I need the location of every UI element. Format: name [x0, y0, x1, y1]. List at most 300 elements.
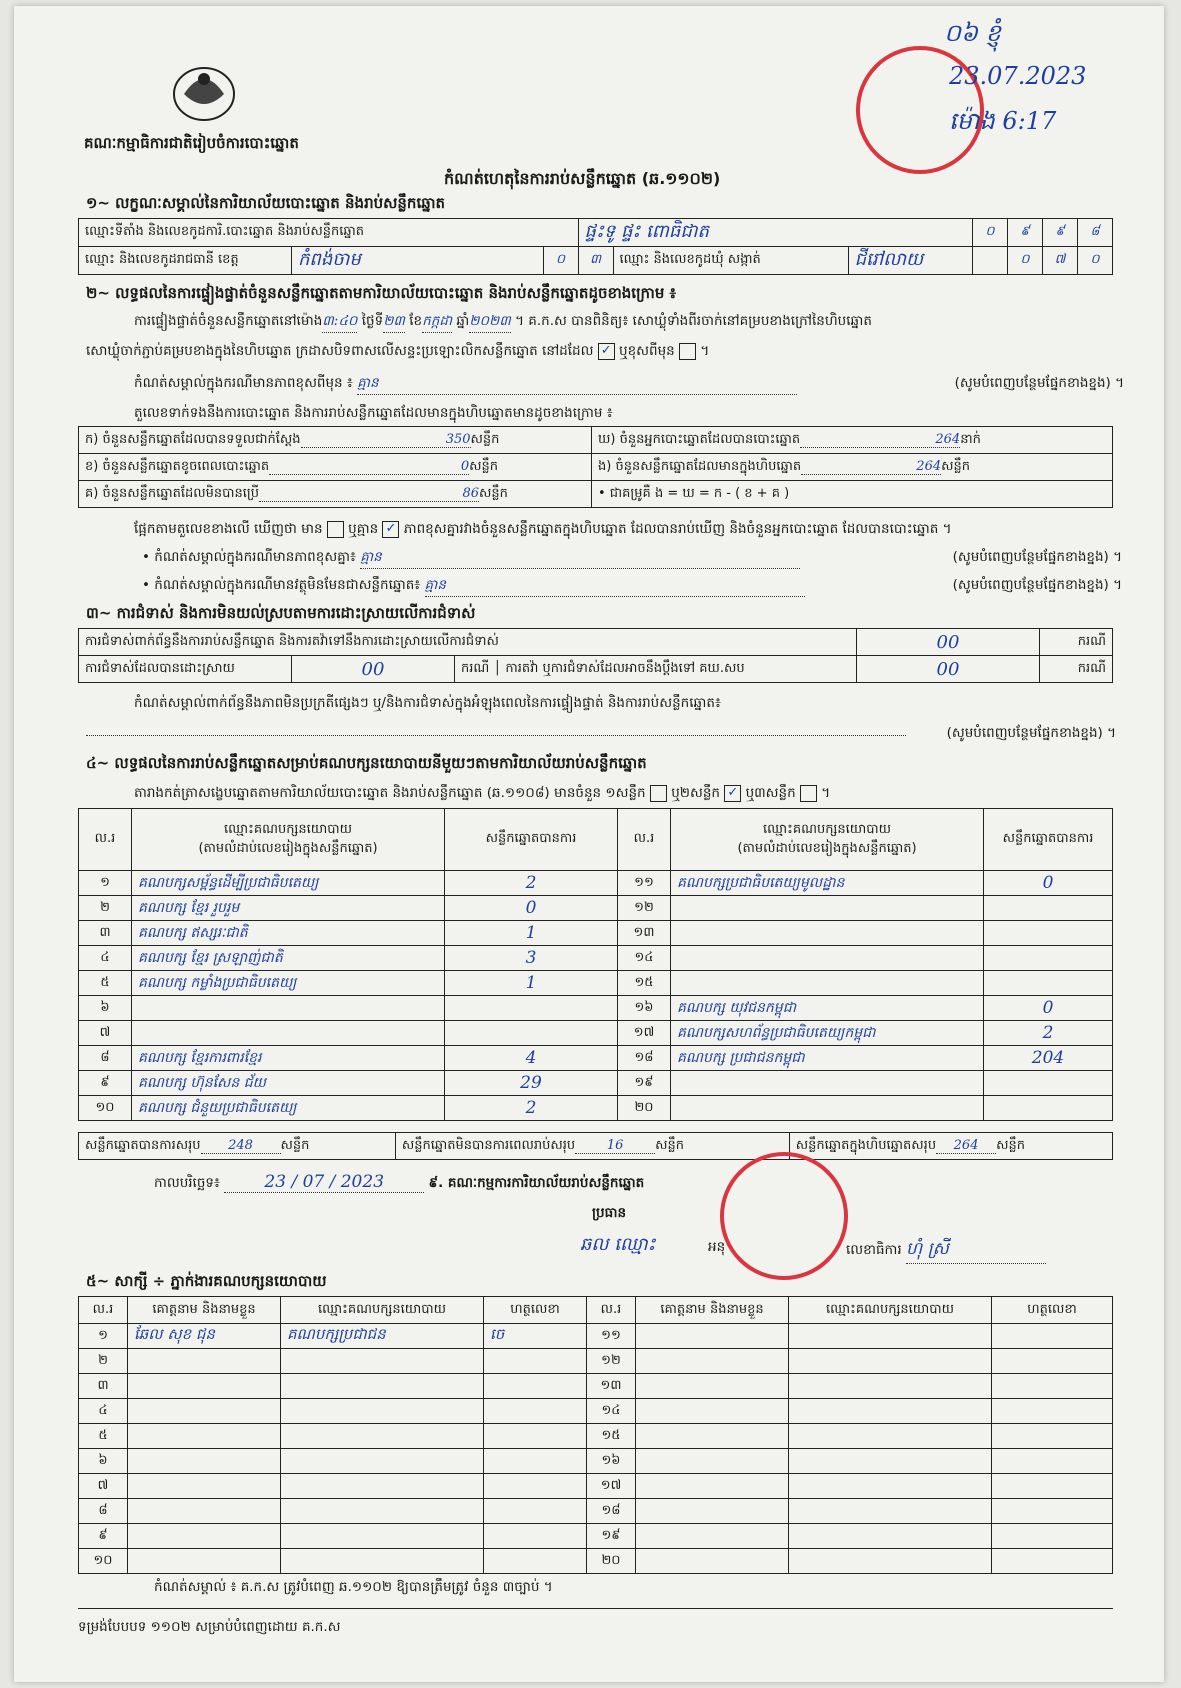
s4-chair-label: ប្រធាន	[592, 1205, 627, 1221]
table-row	[79, 1524, 1113, 1549]
s5-row-no: ១៤	[587, 1399, 636, 1424]
s4-committee-label: ៩. គណៈកម្មការការិយាល័យរាប់សន្លឹកឆ្នោត	[428, 1175, 645, 1191]
s2-note-label: កំណត់សម្គាល់ក្នុងករណីមានភាពខុសពីមុន ៖	[134, 375, 353, 391]
s5-col-no-right: ល.រ	[587, 1297, 636, 1324]
s4-row-votes: 0	[984, 996, 1113, 1021]
s5-row-sign	[484, 1399, 587, 1424]
s2-note2-value: គ្មាន	[360, 548, 800, 569]
s4-row-party: គណបក្ស ខ្មែរ រួបរួម	[132, 896, 445, 921]
s4-row-no: ១១	[618, 871, 671, 896]
s3-row2-label2-text: ការតវ៉ា ឬការជំទាស់ដែលអាចនឹងប្តឹងទៅ គឃ.សប	[505, 660, 745, 676]
s4-row-party: គណបក្ស កម្លាំងប្រជាធិបតេយ្យ	[132, 971, 445, 996]
s5-row-party	[789, 1524, 992, 1549]
s5-row-sign: ចេ	[484, 1324, 587, 1349]
s4-row-party: គណបក្ស ប្រជាជនកម្ពុជា	[671, 1046, 984, 1071]
s2-e-label: ង) ចំនួនសន្លឹកឆ្នោតដែលមានក្នុងហិបឆ្នោត	[598, 458, 802, 474]
s5-row-party	[789, 1374, 992, 1399]
s5-row-party	[789, 1449, 992, 1474]
s4-chair-sign: ឆល ឈ្មោះ	[580, 1234, 656, 1255]
s2-a-label: ក) ចំនួនសន្លឹកឆ្នោតដែលបានទទួលជាក់ស្តែង	[85, 431, 301, 447]
section1-title: ១~ លក្ខណៈសម្គាល់នៃការិយាល័យបោះឆ្នោត និងរាប់សន្លឹកឆ្នោត	[86, 194, 446, 212]
s2-e-value: 264	[801, 459, 941, 475]
s5-row-name	[128, 1399, 281, 1424]
s4-intro-3: ឬ៣សន្លឹក	[745, 785, 796, 801]
s5-col-party-left: ឈ្មោះគណបក្សនយោបាយ	[281, 1297, 484, 1324]
s4-row-votes	[984, 896, 1113, 921]
s4-row-party	[671, 1071, 984, 1096]
s5-witness-table	[78, 1296, 1113, 1574]
s5-row-sign	[992, 1524, 1113, 1549]
s4-row-votes: 204	[984, 1046, 1113, 1071]
s2-compare-1: ផ្អែកតាមតួលេខខាងលើ ឃើញថា មាន	[134, 521, 323, 537]
s5-row-no: ១០	[79, 1549, 128, 1574]
s5-row-name	[636, 1374, 789, 1399]
s2-c	[79, 481, 592, 508]
s1-row2-value: កំពង់ចាម	[292, 247, 544, 275]
s4-col-party-left-sub: (តាមលំដាប់លេខរៀងក្នុងសន្លឹកឆ្នោត)	[198, 840, 378, 856]
s4-row-no: ៣	[79, 921, 132, 946]
s5-row-sign	[484, 1349, 587, 1374]
s5-col-name-left: គោត្តនាម និងនាមខ្លួន	[128, 1297, 281, 1324]
table-row	[79, 1374, 1113, 1399]
different-checkbox[interactable]	[679, 343, 696, 360]
s1-row1-code-1: ៩	[1008, 219, 1043, 247]
s2-note-value: គ្មាន	[357, 374, 797, 395]
s4-date-line	[154, 1172, 644, 1194]
s2-note3-line	[142, 576, 1122, 597]
s2-intro-1: ការផ្ទៀងផ្ទាត់ចំនួនសន្លឹកឆ្នោតនៅម៉ោង	[134, 313, 323, 329]
s5-row-sign	[484, 1549, 587, 1574]
s4-row-party	[671, 946, 984, 971]
s5-col-party-right: ឈ្មោះគណបក្សនយោបាយ	[789, 1297, 992, 1324]
s5-row-no: ១	[79, 1324, 128, 1349]
table-row	[79, 1046, 1113, 1071]
s3-row2-unit: ករណី	[461, 660, 490, 676]
s4-total-box-value: 264	[936, 1138, 996, 1154]
s4-row-votes	[445, 996, 618, 1021]
s4-row-no: ១៤	[618, 946, 671, 971]
s5-row-name	[636, 1349, 789, 1374]
three-sheet-checkbox[interactable]	[800, 785, 817, 802]
s2-d-value: 264	[800, 432, 960, 448]
s4-row-party: គណបក្សសម្ព័ន្ធដើម្បីប្រជាធិបតេយ្យ	[132, 871, 445, 896]
s4-col-party-right-sub: (តាមលំដាប់លេខរៀងក្នុងសន្លឹកឆ្នោត)	[737, 840, 917, 856]
s5-col-name-right: គោត្តនាម និងនាមខ្លួន	[636, 1297, 789, 1324]
s5-row-name	[636, 1474, 789, 1499]
s2-d-label: ឃ) ចំនួនអ្នកបោះឆ្នោតដែលបានបោះឆ្នោត	[598, 431, 801, 447]
table-row	[79, 1549, 1113, 1574]
s5-row-sign	[992, 1349, 1113, 1374]
s4-total-box-label: សន្លឹកឆ្នោតក្នុងហិបឆ្នោតសរុប	[795, 1137, 937, 1153]
section1-table	[78, 218, 1113, 275]
s4-total-invalid-unit: សន្លឹក	[655, 1137, 685, 1153]
s3-row1-value: 00	[857, 629, 1040, 656]
s5-row-no: ១២	[587, 1349, 636, 1374]
s2-intro-month: កក្កដា	[422, 312, 452, 333]
s4-secretary-label: លេខាធិការ	[846, 1242, 902, 1258]
table-row	[79, 946, 1113, 971]
s5-row-party	[281, 1399, 484, 1424]
s5-row-no: ១៣	[587, 1374, 636, 1399]
s2-intro-line1	[134, 312, 872, 333]
s5-row-name	[128, 1374, 281, 1399]
s1-row2-code2-1: ៧	[1043, 247, 1078, 275]
s1-row1-code-3: ៨	[1078, 219, 1113, 247]
s5-row-party	[281, 1374, 484, 1399]
s5-row-name	[128, 1549, 281, 1574]
s1-row1-code-0: ០	[973, 219, 1008, 247]
table-row	[79, 921, 1113, 946]
s2-intro-2: ថ្ងៃទី	[361, 313, 384, 329]
s1-row1-value: ផ្ទះទូ ផ្ទះ ពោធិជាត	[578, 219, 972, 247]
s2-intro-time: ៣:៤០	[322, 312, 357, 333]
s5-row-no: ១៦	[587, 1449, 636, 1474]
s5-row-party	[789, 1499, 992, 1524]
s5-row-party	[281, 1524, 484, 1549]
s4-row-votes	[984, 971, 1113, 996]
s4-col-party-right	[671, 809, 984, 871]
s4-intro-1: តារាងកត់ត្រាសង្ខេបឆ្នោតតាមការិយាល័យបោះឆ្នោត និងរាប់សន្លឹកឆ្នោត (ឆ.១១០៨) មានចំនួន ១សន្លឹក	[134, 785, 646, 801]
s4-total-valid-label: សន្លឹកឆ្នោតបានការសរុប	[85, 1137, 201, 1153]
s4-row-party	[671, 971, 984, 996]
s5-row-party	[789, 1474, 992, 1499]
table-row	[79, 971, 1113, 996]
s2-compare-2: ឬគ្មាន	[348, 521, 379, 537]
table-row	[79, 996, 1113, 1021]
s4-row-no: ១	[79, 871, 132, 896]
s3-row2-unit2: ករណី	[1040, 656, 1113, 683]
table-row	[79, 1424, 1113, 1449]
s5-row-name	[128, 1474, 281, 1499]
has-difference-checkbox[interactable]	[327, 521, 344, 538]
s5-row-sign	[992, 1399, 1113, 1424]
s5-row-no: ១៨	[587, 1499, 636, 1524]
table-row	[79, 1349, 1113, 1374]
s2-numbers-intro: តួលេខទាក់ទងនឹងការបោះឆ្នោត និងការរាប់សន្លឹកឆ្នោតដែលមានក្នុងហិបឆ្នោតមានដូចខាងក្រោម ៖	[134, 405, 613, 421]
s4-intro: តារាងកត់ត្រាសង្ខេបឆ្នោតតាមការិយាល័យបោះឆ្នោត និងរាប់សន្លឹកឆ្នោត (ឆ.១១០៨) មានចំនួន ១សន្លឹក ឬ២សន្លឹក ✓ ឬ៣សន្លឹក ។	[134, 784, 831, 801]
form-paper	[14, 6, 1164, 1682]
s1-row2-label2: ឈ្មោះ និងលេខកូដឃុំ សង្កាត់	[613, 247, 848, 275]
s4-date-label: កាលបរិច្ឆេទ៖	[154, 1175, 220, 1191]
s5-row-no: ២០	[587, 1549, 636, 1574]
s2-d-unit: នាក់	[960, 431, 981, 447]
s5-row-party	[789, 1349, 992, 1374]
s5-row-name	[636, 1524, 789, 1549]
s4-row-no: ១២	[618, 896, 671, 921]
s2-note-line	[134, 374, 1124, 395]
s4-row-votes: 1	[445, 971, 618, 996]
s4-total-box	[789, 1133, 1112, 1160]
s4-total-invalid-value: 16	[575, 1138, 655, 1154]
s4-secretary-sign: ហុំ ស្រី	[906, 1238, 1046, 1264]
s4-row-no: ២	[79, 896, 132, 921]
s4-row-no: ៧	[79, 1021, 132, 1046]
s2-note3-hint: (សូមបំពេញបន្ថែមផ្នែកខាងខ្នង) ។	[952, 577, 1122, 593]
s2-fill-hint: (សូមបំពេញបន្ថែមផ្នែកខាងខ្នង) ។	[954, 375, 1124, 391]
s5-row-sign	[484, 1524, 587, 1549]
s4-row-party: គណបក្សសហព័ន្ធប្រជាធិបតេយ្យកម្ពុជា	[671, 1021, 984, 1046]
s1-row2-code-1: ៣	[578, 247, 613, 275]
s4-row-votes: 1	[445, 921, 618, 946]
s4-date-value: 23 / 07 / 2023	[224, 1172, 424, 1193]
s4-col-party-right-title: ឈ្មោះគណបក្សនយោបាយ	[763, 821, 891, 837]
s4-total-valid	[79, 1133, 396, 1160]
s2-note2-hint: (សូមបំពេញបន្ថែមផ្នែកខាងខ្នង) ។	[952, 549, 1122, 565]
s4-row-party: គណបក្ស ហ៊ុនសែន ជ័យ	[132, 1071, 445, 1096]
s5-row-sign	[992, 1474, 1113, 1499]
s4-total-invalid-label: សន្លឹកឆ្នោតមិនបានការពេលរាប់សរុប	[401, 1137, 576, 1153]
s4-results-table	[78, 808, 1113, 1121]
table-row	[79, 1399, 1113, 1424]
s1-row2-code2-2: ០	[1078, 247, 1113, 275]
s4-col-votes-left: សន្លឹកឆ្នោតបានការ	[445, 809, 618, 871]
s4-row-no: ១០	[79, 1096, 132, 1121]
s3-row2-value2: 00	[857, 656, 1040, 683]
s4-row-party	[132, 996, 445, 1021]
s5-row-sign	[484, 1449, 587, 1474]
s5-row-no: ១១	[587, 1324, 636, 1349]
s4-row-no: ១៥	[618, 971, 671, 996]
s4-row-votes: 4	[445, 1046, 618, 1071]
s5-row-name	[636, 1549, 789, 1574]
s2-formula: • ជាគម្រូគឺ ង = ឃ = ក - ( ខ + គ )	[592, 481, 1113, 508]
s1-row1-code-2: ៩	[1043, 219, 1078, 247]
s2-intro-4: ឆ្នាំ	[456, 313, 470, 329]
s2-intro-7: ឬខុសពីមុន	[619, 343, 675, 359]
s1-row1-label: ឈ្មោះទីតាំង និងលេខកូដការិ.បោះឆ្នោត និងរាប់សន្លឹកឆ្នោត	[79, 219, 579, 247]
s3-row1-label: ការជំទាស់ពាក់ព័ន្ធនឹងការរាប់សន្លឹកឆ្នោត និងការតវ៉ាទៅនឹងការដោះស្រាយលើការជំទាស់	[79, 629, 857, 656]
s4-row-votes: 2	[984, 1021, 1113, 1046]
table-row	[79, 896, 1113, 921]
s2-intro-line2: សោឃ្លុំចាក់ភ្ជាប់គម្របខាងក្នុងនៃហិបឆ្នោត ក្រដាសបិទពាសលើសន្ទះប្រឡោះលិកសន្លឹកឆ្នោត នៅដដែល ✓ ឬខុសពីមុន ។	[86, 342, 710, 359]
s5-row-sign	[992, 1499, 1113, 1524]
s5-row-party: គណបក្សប្រជាជន	[281, 1324, 484, 1349]
red-stamp-committee	[720, 1152, 848, 1280]
s4-col-party-left	[132, 809, 445, 871]
same-checkbox[interactable]: ✓	[598, 343, 615, 360]
one-sheet-checkbox[interactable]	[650, 785, 667, 802]
s4-col-no-left: ល.រ	[79, 809, 132, 871]
s2-a-value: 350	[301, 432, 471, 448]
s5-witness-body	[79, 1324, 1113, 1574]
s5-row-name	[128, 1424, 281, 1449]
table-row	[79, 1096, 1113, 1121]
s5-col-no-left: ល.រ	[79, 1297, 128, 1324]
s3-note: កំណត់សម្គាល់ពាក់ព័ន្ធនឹងភាពមិនប្រក្រតីផ្សេងៗ ឬ/និងការជំទាស់ក្នុងអំឡុងពេលនៃការផ្ទៀងផ្ទាត់ និងការរាប់សន្លឹកឆ្នោត៖	[134, 695, 721, 711]
s3-row2-label2: ករណី │ ការតវ៉ា ឬការជំទាស់ដែលអាចនឹងប្តឹងទៅ គឃ.សប	[455, 656, 857, 683]
footer-form-label: ទម្រង់បែបបទ ១១០២ សម្រាប់បំពេញដោយ គ.ក.ស	[78, 1619, 341, 1635]
s2-note3-label: • កំណត់សម្គាល់ក្នុងករណីមានវត្ថុមិនមែនជាសន្លឹកឆ្នោត៖	[142, 577, 421, 593]
s2-numbers-table	[78, 426, 1113, 508]
s5-row-no: ៧	[79, 1474, 128, 1499]
s4-row-no: ៨	[79, 1046, 132, 1071]
s4-col-no-right: ល.រ	[618, 809, 671, 871]
s4-row-votes: 0	[984, 871, 1113, 896]
s4-row-party: គណបក្ស ឥស្សរៈជាតិ	[132, 921, 445, 946]
s5-row-name	[636, 1324, 789, 1349]
s2-a-unit: សន្លឹក	[470, 431, 500, 447]
s5-row-no: ៨	[79, 1499, 128, 1524]
footer-divider	[78, 1608, 1113, 1609]
s5-row-party	[281, 1549, 484, 1574]
s5-row-party	[281, 1349, 484, 1374]
s3-row1-unit: ករណី	[1040, 629, 1113, 656]
s4-total-valid-value: 248	[201, 1138, 281, 1154]
s2-note2-label: • កំណត់សម្គាល់ក្នុងករណីមានភាពខុសគ្នា៖	[142, 549, 356, 565]
s4-row-party: គណបក្ស ជំនួយប្រជាធិបតេយ្យ	[132, 1096, 445, 1121]
s5-row-sign	[992, 1324, 1113, 1349]
s4-row-votes	[984, 921, 1113, 946]
s4-row-votes: 3	[445, 946, 618, 971]
s4-row-no: ៦	[79, 996, 132, 1021]
s5-row-name	[128, 1349, 281, 1374]
s5-row-sign	[992, 1424, 1113, 1449]
stamp-note-time: ម៉ោង 6:17	[949, 107, 1057, 135]
s5-col-sign-left: ហត្ថលេខា	[484, 1297, 587, 1324]
s5-row-name	[636, 1399, 789, 1424]
section5-title: ៥~ សាក្សី ÷ ភ្នាក់ងារគណបក្សនយោបាយ	[86, 1272, 327, 1290]
section2-title: ២~ លទ្ធផលនៃការផ្ទៀងផ្ទាត់ចំនួនសន្លឹកឆ្នោតតាមការិយាល័យបោះឆ្នោត និងរាប់សន្លឹកឆ្នោតដូចខាងក្រោម ៖	[86, 284, 677, 302]
s5-row-name	[128, 1499, 281, 1524]
s1-row2-label: ឈ្មោះ និងលេខកូដរាជធានី ខេត្ត	[79, 247, 292, 275]
s5-col-sign-right: ហត្ថលេខា	[992, 1297, 1113, 1324]
s4-row-no: ៤	[79, 946, 132, 971]
s2-e	[592, 454, 1113, 481]
s5-row-sign	[992, 1374, 1113, 1399]
s4-member-label: អនុ	[708, 1239, 726, 1255]
s5-row-no: ១៥	[587, 1424, 636, 1449]
s3-note-dots	[86, 735, 906, 736]
s4-row-party: គណបក្ស ខ្មែរ ស្រឡាញ់ជាតិ	[132, 946, 445, 971]
org-name: គណៈកម្មាធិការជាតិរៀបចំការបោះឆ្នោត	[84, 134, 299, 152]
s4-row-no: ៩	[79, 1071, 132, 1096]
s5-row-name	[636, 1424, 789, 1449]
table-row	[79, 1324, 1113, 1349]
s2-b	[79, 454, 592, 481]
s4-row-votes	[984, 1096, 1113, 1121]
s2-intro-year: ២០២៣	[469, 312, 511, 333]
s5-row-sign	[484, 1499, 587, 1524]
s5-row-no: ១៩	[587, 1524, 636, 1549]
s2-note3-value: គ្មាន	[425, 576, 805, 597]
s5-row-party	[789, 1549, 992, 1574]
table-row	[79, 1021, 1113, 1046]
section4-title: ៤~ លទ្ធផលនៃការរាប់សន្លឹកឆ្នោតសម្រាប់គណបក្សនយោបាយនីមួយៗតាមការិយាល័យរាប់សន្លឹកឆ្នោត	[86, 754, 647, 772]
section3-table	[78, 628, 1113, 683]
s5-row-no: ១៧	[587, 1474, 636, 1499]
s5-row-sign	[484, 1424, 587, 1449]
s2-intro-5: ។ គ.ក.ស បានពិនិត្យ៖ សោឃ្លុំទាំងពីរចាក់នៅគម្របខាងក្រៅនៃហិបឆ្នោត	[515, 313, 872, 329]
s5-row-sign	[484, 1474, 587, 1499]
s3-fill-hint: (សូមបំពេញបន្ថែមផ្នែកខាងខ្នង) ។	[946, 725, 1116, 741]
s4-row-party	[671, 896, 984, 921]
s3-row2-label: ការជំទាស់ដែលបានដោះស្រាយ	[79, 656, 292, 683]
s5-row-name: ឆែល សុខ ជុន	[128, 1324, 281, 1349]
table-row	[79, 1071, 1113, 1096]
s2-c-value: 86	[259, 486, 479, 502]
table-row	[79, 1474, 1113, 1499]
s2-e-unit: សន្លឹក	[941, 458, 971, 474]
s2-b-label: ខ) ចំនួនសន្លឹកឆ្នោតខូចពេលបោះឆ្នោត	[85, 458, 270, 474]
s2-intro-day: ២៣	[383, 312, 405, 333]
s5-row-party	[789, 1324, 992, 1349]
table-row	[79, 1449, 1113, 1474]
s4-total-box-unit: សន្លឹក	[996, 1137, 1025, 1153]
s4-row-no: ១៦	[618, 996, 671, 1021]
s1-row2-blank	[973, 247, 1008, 275]
s5-row-party	[789, 1399, 992, 1424]
no-difference-checkbox[interactable]: ✓	[382, 521, 399, 538]
s5-row-party	[281, 1499, 484, 1524]
s5-row-name	[128, 1449, 281, 1474]
s2-b-value: 0	[269, 459, 469, 475]
s4-secretary-line	[846, 1238, 1046, 1264]
s4-totals-table	[78, 1132, 1113, 1160]
s4-row-votes: 29	[445, 1071, 618, 1096]
s5-row-no: ៩	[79, 1524, 128, 1549]
s5-row-no: ៥	[79, 1424, 128, 1449]
s5-footnote: កំណត់សម្គាល់ ៖ គ.ក.ស ត្រូវបំពេញ ឆ.១១០២ ឱ្យបានត្រឹមត្រូវ ចំនួន ៣ច្បាប់ ។	[154, 1579, 553, 1595]
stamp-note-date: 23.07.2023	[949, 62, 1087, 90]
s3-row2-value: 00	[292, 656, 455, 683]
s2-compare-3: ភាពខុសគ្នារវាងចំនួនសន្លឹកឆ្នោតក្នុងហិបឆ្នោត ដែលបានរាប់ឃើញ និងចំនួនអ្នកបោះឆ្នោត ដែលបានបោះឆ្នោត ។	[403, 521, 952, 537]
s4-row-no: ៥	[79, 971, 132, 996]
s4-total-valid-unit: សន្លឹក	[280, 1137, 310, 1153]
s4-row-party	[671, 921, 984, 946]
s2-intro-6: សោឃ្លុំចាក់ភ្ជាប់គម្របខាងក្នុងនៃហិបឆ្នោត ក្រដាសបិទពាសលើសន្ទះប្រឡោះលិកសន្លឹកឆ្នោត នៅដដែល	[86, 343, 594, 359]
s4-row-votes: 2	[445, 871, 618, 896]
s5-row-sign	[992, 1449, 1113, 1474]
s4-total-invalid	[395, 1133, 789, 1160]
s5-row-sign	[484, 1374, 587, 1399]
s4-row-no: ១៨	[618, 1046, 671, 1071]
s4-row-votes	[445, 1021, 618, 1046]
s2-compare-line	[134, 520, 952, 540]
table-row	[79, 871, 1113, 896]
s1-row2-code-0: ០	[543, 247, 578, 275]
form-title: កំណត់ហេតុនៃការរាប់សន្លឹកឆ្នោត (ឆ.១១០២)	[444, 169, 721, 188]
s5-row-name	[128, 1524, 281, 1549]
s1-row2-value2: ជីរៅលាយ	[848, 247, 972, 275]
s5-row-party	[789, 1424, 992, 1449]
s4-row-party	[132, 1021, 445, 1046]
s2-note2-line	[142, 548, 1122, 569]
s2-b-unit: សន្លឹក	[469, 458, 498, 474]
s2-c-label: គ) ចំនួនសន្លឹកឆ្នោតដែលមិនបានប្រើ	[85, 485, 259, 501]
s4-row-votes: 0	[445, 896, 618, 921]
s4-row-no: ២០	[618, 1096, 671, 1121]
stamp-note-top: ០៦ ខ្ញុំ	[944, 19, 1001, 47]
two-sheet-checkbox[interactable]: ✓	[724, 785, 741, 802]
s4-row-votes: 2	[445, 1096, 618, 1121]
s5-row-name	[636, 1449, 789, 1474]
s2-c-unit: សន្លឹក	[479, 485, 508, 501]
s4-row-no: ១៩	[618, 1071, 671, 1096]
s4-col-party-left-title: ឈ្មោះគណបក្សនយោបាយ	[224, 821, 352, 837]
s4-row-votes	[984, 1071, 1113, 1096]
s2-intro-3: ខែ	[409, 313, 423, 329]
s5-row-sign	[992, 1549, 1113, 1574]
s3-note-blank	[86, 724, 1116, 744]
nec-logo	[164, 54, 244, 124]
s5-row-no: ៣	[79, 1374, 128, 1399]
s4-row-no: ១៧	[618, 1021, 671, 1046]
s2-d	[592, 427, 1113, 454]
section3-title: ៣~ ការជំទាស់ និងការមិនយល់ស្របតាមការដោះស្រាយលើការជំទាស់	[86, 604, 476, 622]
s4-row-party	[671, 1096, 984, 1121]
s4-intro-2: ឬ២សន្លឹក	[671, 785, 720, 801]
s4-results-body	[79, 871, 1113, 1121]
